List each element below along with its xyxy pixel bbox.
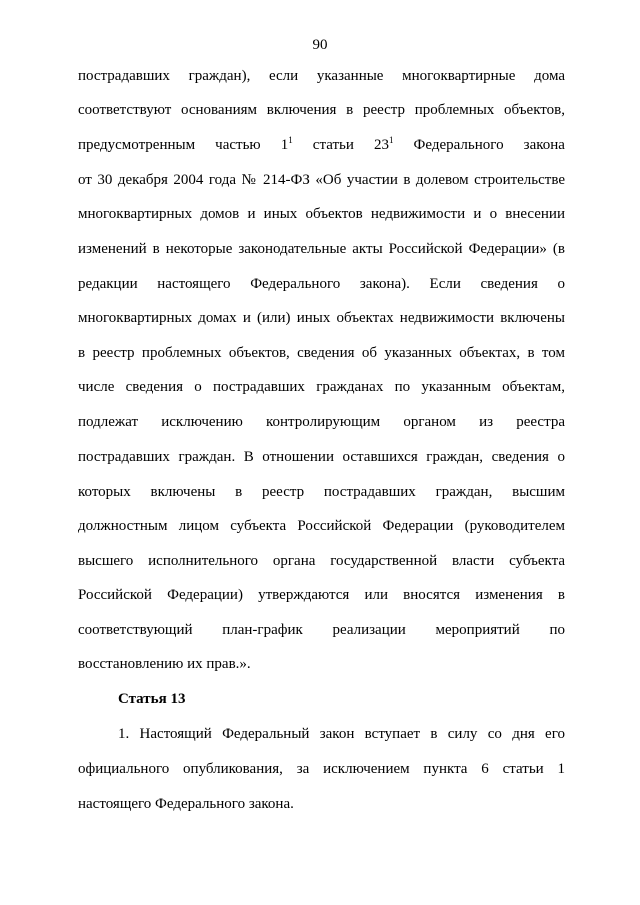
article-heading: Статья 13 — [118, 691, 186, 707]
superscript: 1 — [288, 135, 293, 145]
text-line: многоквартирных домов и иных объектов недвижимости и о внесении — [78, 206, 565, 222]
word: статьи — [312, 137, 354, 153]
text-line: редакции настоящего Федерального закона). Если сведения о — [78, 276, 565, 292]
word: закона — [523, 137, 565, 153]
text-line: многоквартирных домах и (или) иных объектах недвижимости включены — [78, 310, 565, 326]
text-line: которых включены в реестр пострадавших граждан, высшим — [78, 484, 565, 500]
page-number: 90 — [312, 37, 328, 53]
text-line: пострадавших граждан. В отношении оставшихся граждан, сведения о — [78, 449, 565, 465]
text-line: 1. Настоящий Федеральный закон вступает в силу со дня его — [118, 726, 565, 742]
superscript: 1 — [388, 135, 394, 145]
text-line: изменений в некоторые законодательные акты Российской Федерации» (в — [78, 241, 565, 257]
text-line: должностным лицом субъекта Российской Федерации (руководителем — [78, 518, 565, 534]
text-line: подлежат исключению контролирующим органом из реестра — [78, 414, 565, 430]
text-line: Российской Федерации) утверждаются или вносятся изменения в — [78, 587, 565, 603]
text-line: пострадавших граждан), если указанные многоквартирные дома — [78, 68, 565, 84]
text-line: восстановлению их прав.». — [78, 656, 251, 672]
text-line: в реестр проблемных объектов, сведения об указанных объектах, в том — [78, 345, 565, 361]
word: частью — [215, 137, 261, 153]
text-line — [78, 136, 565, 154]
word: предусмотренным — [78, 137, 196, 153]
text-line: высшего исполнительного органа государственной власти субъекта — [78, 553, 565, 569]
text-line: от 30 декабря 2004 года № 214-ФЗ «Об участии в долевом строительстве — [78, 172, 565, 188]
text-line: официального опубликования, за исключением пункта 6 статьи 1 — [78, 761, 565, 777]
text-line: настоящего Федерального закона. — [78, 796, 294, 812]
text-line: соответствуют основаниям включения в реестр проблемных объектов, — [78, 102, 565, 118]
word: $1^1$ — [280, 135, 293, 153]
word: Федерального — [413, 137, 504, 153]
text-line: соответствующий план-график реализации мероприятий по — [78, 622, 565, 638]
word: $23^1$ — [373, 135, 394, 153]
text-line: числе сведения о пострадавших гражданах по указанным объектам, — [78, 379, 565, 395]
